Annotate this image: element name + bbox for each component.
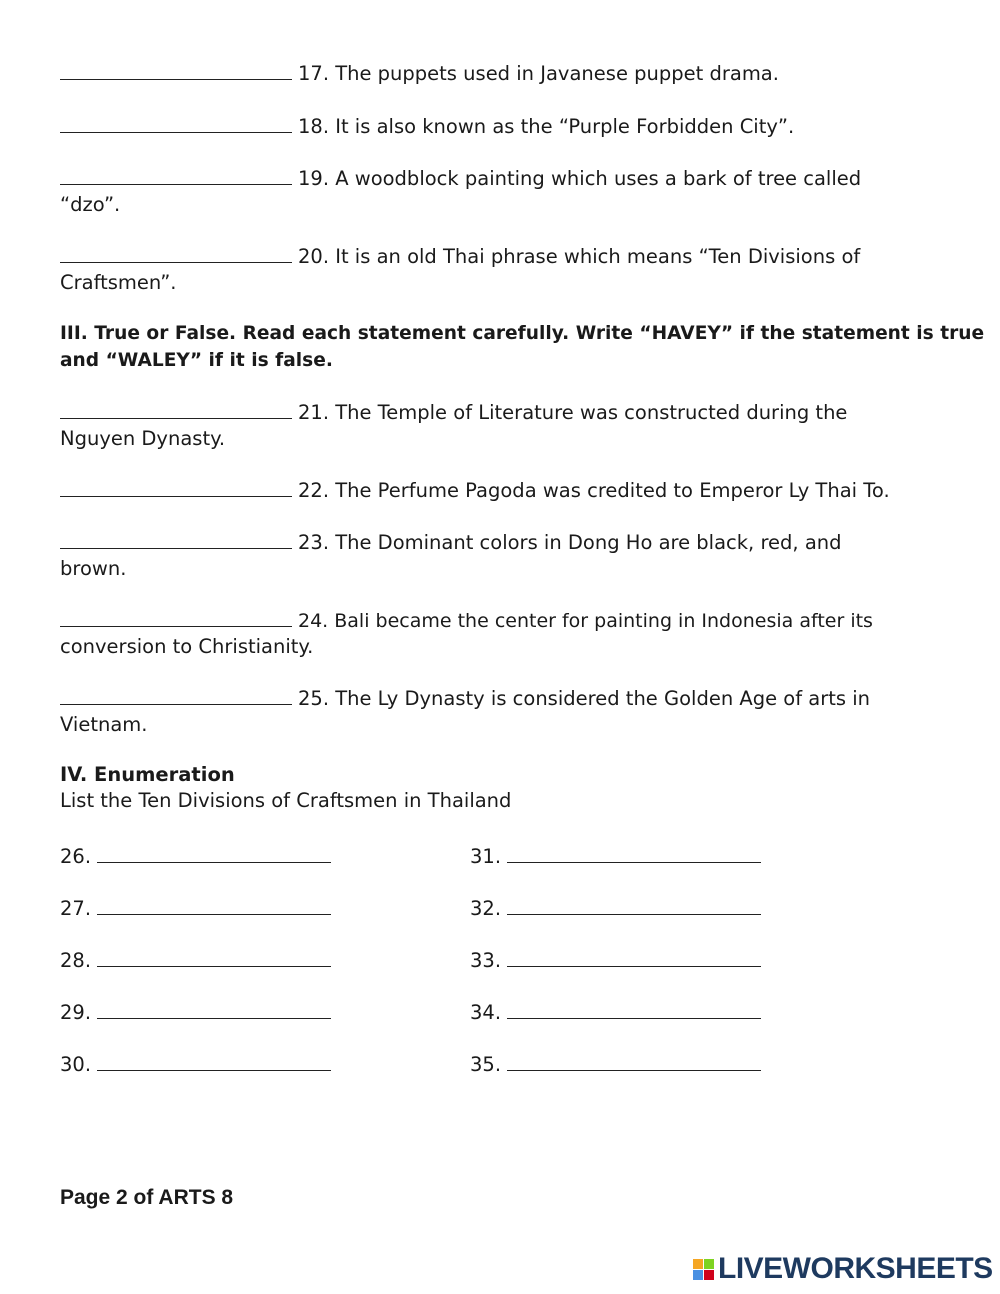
answer-blank-22[interactable] <box>60 476 292 497</box>
question-text: 18. It is also known as the “Purple Forbidden City”. <box>298 115 795 138</box>
enum-item-34 <box>470 998 761 1026</box>
enum-blank-32[interactable] <box>507 894 761 915</box>
logo-square-icon <box>704 1259 714 1269</box>
answer-blank-17[interactable] <box>60 59 292 80</box>
enum-blank-27[interactable] <box>97 894 331 915</box>
enum-blank-34[interactable] <box>507 998 761 1019</box>
enum-item-28 <box>60 946 331 974</box>
answer-blank-20[interactable] <box>60 242 292 263</box>
question-text-continued: Nguyen Dynasty. <box>60 427 226 450</box>
enum-number: 27. <box>60 897 92 920</box>
logo-square-icon <box>704 1270 714 1280</box>
question-text: 23. The Dominant colors in Dong Ho are black, red, and <box>298 531 842 554</box>
enum-blank-33[interactable] <box>507 946 761 967</box>
question-25 <box>60 684 940 738</box>
enum-blank-31[interactable] <box>507 842 761 863</box>
enum-item-35 <box>470 1050 761 1078</box>
question-text-continued: Craftsmen”. <box>60 271 177 294</box>
question-22 <box>60 476 940 504</box>
enum-number: 30. <box>60 1053 92 1076</box>
enum-item-29 <box>60 998 331 1026</box>
question-21 <box>60 398 940 452</box>
enum-item-30 <box>60 1050 331 1078</box>
section-3-heading-line1: III. True or False. Read each statement carefully. Write “HAVEY” if the statement is true <box>60 323 985 344</box>
question-text: 19. A woodblock painting which uses a bark of tree called <box>298 167 862 190</box>
page-footer: Page 2 of ARTS 8 <box>60 1186 234 1209</box>
enum-number: 29. <box>60 1001 92 1024</box>
answer-blank-19[interactable] <box>60 164 292 185</box>
enum-item-31 <box>470 842 761 870</box>
enum-blank-28[interactable] <box>97 946 331 967</box>
enum-number: 26. <box>60 845 92 868</box>
enum-number: 34. <box>470 1001 502 1024</box>
section-3-heading <box>60 320 985 374</box>
liveworksheets-logo <box>693 1252 993 1285</box>
logo-square-icon <box>693 1270 703 1280</box>
logo-text: LIVEWORKSHEETS <box>718 1252 993 1285</box>
enum-item-26 <box>60 842 331 870</box>
answer-blank-21[interactable] <box>60 398 292 419</box>
section-4-heading: IV. Enumeration <box>60 763 235 786</box>
enum-blank-29[interactable] <box>97 998 331 1019</box>
question-text: 20. It is an old Thai phrase which means “Ten Divisions of <box>298 245 861 268</box>
question-18 <box>60 112 940 140</box>
question-17 <box>60 59 940 87</box>
question-text: 22. The Perfume Pagoda was credited to Emperor Ly Thai To. <box>298 479 890 502</box>
question-19 <box>60 164 940 218</box>
answer-blank-24[interactable] <box>60 606 292 627</box>
section-4-instruction: List the Ten Divisions of Craftsmen in Thailand <box>60 789 512 812</box>
answer-blank-18[interactable] <box>60 112 292 133</box>
question-23 <box>60 528 940 582</box>
question-24 <box>60 606 940 660</box>
enum-item-27 <box>60 894 331 922</box>
enum-number: 33. <box>470 949 502 972</box>
enum-number: 35. <box>470 1053 502 1076</box>
question-text-continued: “dzo”. <box>60 193 121 216</box>
question-text: 21. The Temple of Literature was constructed during the <box>298 401 848 424</box>
question-text-continued: brown. <box>60 557 127 580</box>
enum-number: 31. <box>470 845 502 868</box>
enum-number: 28. <box>60 949 92 972</box>
enum-item-33 <box>470 946 761 974</box>
question-text-continued: conversion to Christianity. <box>60 635 314 658</box>
question-20 <box>60 242 940 296</box>
answer-blank-25[interactable] <box>60 684 292 705</box>
enum-item-32 <box>470 894 761 922</box>
question-text: 17. The puppets used in Javanese puppet drama. <box>298 62 779 85</box>
logo-mark-icon <box>693 1259 714 1280</box>
question-text: 25. The Ly Dynasty is considered the Golden Age of arts in <box>298 687 871 710</box>
enum-blank-26[interactable] <box>97 842 331 863</box>
section-3-heading-line2: and “WALEY” if it is false. <box>60 350 333 371</box>
enum-blank-30[interactable] <box>97 1050 331 1071</box>
logo-square-icon <box>693 1259 703 1269</box>
question-text-continued: Vietnam. <box>60 713 148 736</box>
enum-blank-35[interactable] <box>507 1050 761 1071</box>
enum-number: 32. <box>470 897 502 920</box>
question-text: 24. Bali became the center for painting in Indonesia after its <box>298 610 873 632</box>
answer-blank-23[interactable] <box>60 528 292 549</box>
